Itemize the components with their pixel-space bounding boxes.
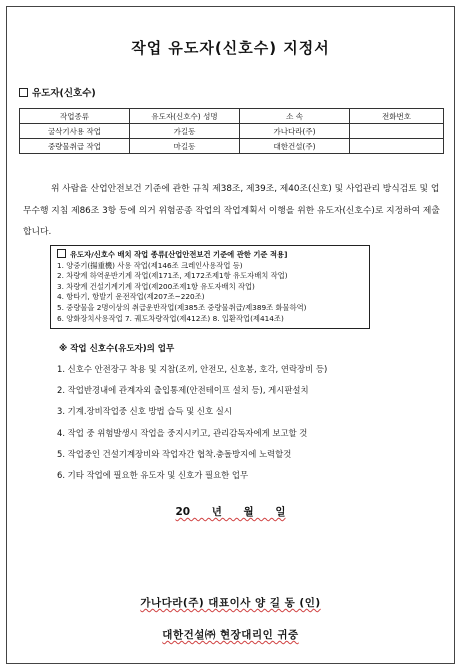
table-header-row	[20, 109, 444, 124]
table-cell: 가길동	[130, 124, 240, 139]
section-heading-text: 유도자(신호수)	[32, 88, 96, 99]
checkbox-icon	[19, 88, 28, 97]
designation-paragraph	[23, 179, 443, 244]
document-title: 작업 유도자(신호수) 지정서	[131, 39, 330, 57]
duty-item: 6. 기타 작업에 필요한 유도자 및 신호가 필요한 업무	[57, 469, 249, 480]
table-header-cell: 유도자(신호수) 성명	[130, 109, 240, 124]
work-types-heading: 유도자/신호수 배치 작업 종류[산업안전보건 기준에 관한 기준 적용]	[57, 249, 363, 261]
date-text: 20 년 월 일	[175, 506, 286, 518]
work-type-item: 2. 차량계 하역운반기계 작업(제171조, 제172조제1항 유도자배치 작업)	[57, 271, 288, 281]
table-header-cell: 전화번호	[350, 109, 444, 124]
table-cell: 굴삭기사용 작업	[20, 124, 130, 139]
table-header-cell: 작업종류	[20, 109, 130, 124]
work-type-item: 6. 양화장치사용작업 7. 궤도차량작업(제412조) 8. 입환작업(제414조)	[57, 313, 284, 323]
work-type-item: 5. 중량물을 2명이상의 취급운반작업(제385조 중량물취급/제389조 화물하역)	[57, 302, 307, 312]
checkbox-icon	[57, 249, 66, 258]
paragraph-text: 위 사람을 산업안전보건 기준에 관한 규칙 제38조, 제39조, 제40조(신호) 및 사업관리 방식검토 및 업무수행 지침 제86조 3항 등에 의거 위험공종 작업의 작업계획서 이행을 위한 유도자(신호수)로 지정하여 제출합니다.	[23, 184, 440, 237]
table-row	[20, 139, 444, 154]
work-types-box	[50, 245, 370, 329]
table-cell: 중량물취급 작업	[20, 139, 130, 154]
duty-item: 5. 작업중인 건설기계장비와 작업자간 협착.충돌방지에 노력할것	[57, 448, 292, 459]
table-cell: 가나다라(주)	[240, 124, 350, 139]
table-row	[20, 124, 444, 139]
table-cell: 마길동	[130, 139, 240, 154]
signature-company: 가나다라(주) 대표이사 양 길 동 (인)	[140, 597, 321, 609]
duty-item: 2. 작업반경내에 관계자외 출입통제(안전테이프 설치 등), 게시판설치	[57, 385, 309, 396]
duty-item: 4. 작업 중 위험발생시 작업을 중지시키고, 관리감독자에게 보고할 것	[57, 427, 308, 438]
work-type-item: 1. 양중기(揚重機) 사용 작업(제146조 크레인사용작업 등)	[57, 260, 243, 270]
duty-item: 3. 기계.장비작업중 신호 방법 습득 및 신호 실시	[57, 406, 232, 417]
date-line	[7, 504, 454, 519]
duties-list	[57, 359, 452, 486]
duty-item: 1. 신호수 안전장구 착용 및 지참(조끼, 안전모, 신호봉, 호각, 연락장비 등)	[57, 364, 328, 374]
work-type-item: 4. 항타기, 항발기 운전작업(제207조~220조)	[57, 292, 205, 302]
work-type-item: 3. 차량계 건설기계기계 작업(제200조제1항 유도자배치 작업)	[57, 281, 255, 291]
section-heading	[19, 85, 96, 99]
table-cell	[350, 139, 444, 154]
table-cell	[350, 124, 444, 139]
table-header-cell: 소 속	[240, 109, 350, 124]
designation-table	[19, 108, 444, 154]
duties-heading: ※ 작업 신호수(유도자)의 업무	[59, 344, 175, 354]
table-cell: 대한건설(주)	[240, 139, 350, 154]
document-page	[6, 6, 455, 664]
signature-recipient: 대한건설㈜ 현장대리인 귀중	[162, 629, 299, 641]
